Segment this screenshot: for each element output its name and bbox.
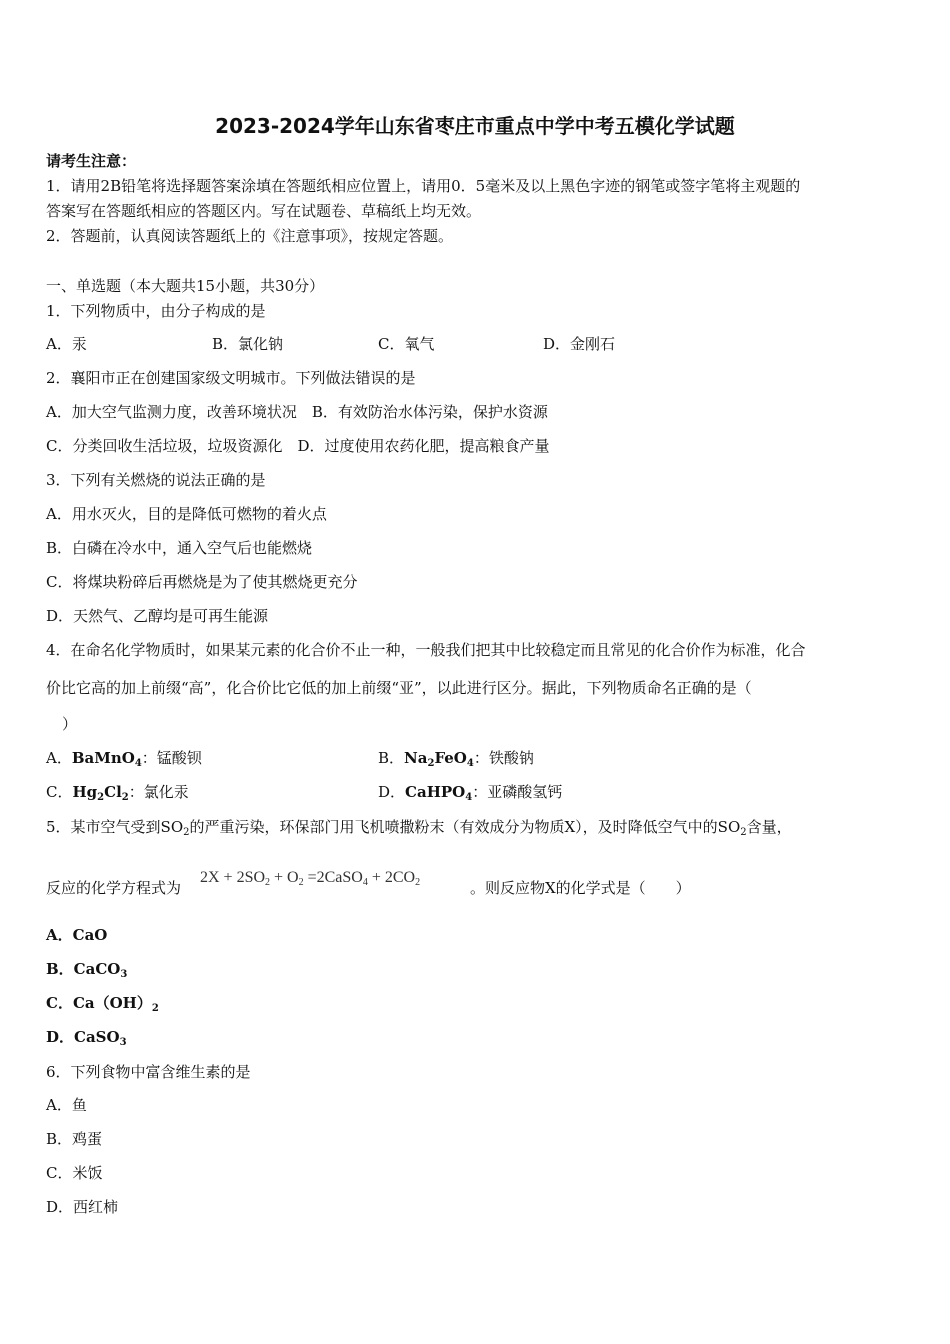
q5-eq-part-4: + 2CO — [367, 869, 416, 886]
q4-stem-line-1: 4．在命名化学物质时，如果某元素的化合价不止一种，一般我们把其中比较稳定而且常见的化合价作为标准，化合 — [46, 641, 806, 659]
q4-option-d-formula: CaHPO — [405, 783, 466, 801]
q1-option-a: A．汞 — [46, 335, 87, 353]
q5-eq-sub-4: 2 — [415, 877, 421, 888]
q3-option-d: D．天然气、乙醇均是可再生能源 — [46, 607, 269, 625]
q5-option-a: A．CaO — [46, 926, 108, 944]
q6-stem: 6．下列食物中富含维生素的是 — [46, 1063, 251, 1081]
q2-options-ab: A．加大空气监测力度，改善环境状况 B．有效防治水体污染，保护水资源 — [46, 403, 548, 421]
q1-option-b: B．氯化钠 — [212, 335, 284, 353]
q4-option-d-label: D． — [378, 783, 406, 801]
q4-option-a — [46, 748, 202, 768]
q5-option-d-text: D．CaSO — [46, 1028, 120, 1046]
q4-option-a-subscript: 4 — [134, 758, 142, 769]
q4-option-d — [378, 782, 562, 802]
q4-option-c-name: ：氯化汞 — [128, 783, 189, 801]
q5-option-c-text: C．Ca（OH） — [46, 994, 152, 1012]
q5-stem-line-1 — [46, 817, 792, 837]
q5-option-c — [46, 993, 159, 1013]
notice-line-2: 2．答题前，认真阅读答题纸上的《注意事项》，按规定答题。 — [46, 227, 454, 245]
q4-option-c-formula: Hg — [72, 783, 98, 801]
q4-option-d-name: ：亚磷酸氢钙 — [472, 783, 563, 801]
q5-eq-sub-3: 4 — [362, 877, 368, 888]
q4-option-b-subscript-2: 4 — [466, 758, 474, 769]
q2-options-cd: C．分类回收生活垃圾，垃圾资源化 D．过度使用农药化肥，提高粮食产量 — [46, 437, 550, 455]
q4-option-b — [378, 748, 534, 768]
q5-stem-end: 。则反应物X的化学式是（ ） — [470, 879, 691, 897]
q4-stem-line-3: ） — [62, 715, 78, 733]
q4-option-b-formula: Na — [404, 749, 428, 767]
q5-chemical-equation — [200, 868, 420, 888]
q5-option-b-subscript: 3 — [120, 969, 128, 980]
q6-option-a: A．鱼 — [46, 1096, 87, 1114]
q5-option-b — [46, 959, 127, 979]
q6-option-c: C．米饭 — [46, 1164, 103, 1182]
q5-stem-part-1: 5．某市空气受到SO — [46, 818, 184, 836]
q4-option-d-subscript: 4 — [465, 792, 473, 803]
q5-stem-part-2: 的严重污染，环保部门用飞机喷撒粉末（有效成分为物质X），及时降低空气中的SO — [189, 818, 741, 836]
q5-stem-line-2 — [46, 878, 181, 898]
section-heading: 一、单选题（本大题共15小题，共30分） — [46, 277, 325, 295]
q5-eq-part-3: =2CaSO — [303, 869, 363, 886]
q3-option-b: B．白磷在冷水中，通入空气后也能燃烧 — [46, 539, 313, 557]
q4-option-a-name: ：锰酸钡 — [141, 749, 202, 767]
q4-option-c-label: C． — [46, 783, 73, 801]
q5-eq-part-2: + O — [270, 869, 299, 886]
q4-option-b-formula-2: FeO — [434, 749, 467, 767]
page-title: 2023-2024学年山东省枣庄市重点中学中考五模化学试题 — [215, 114, 735, 138]
q5-stem-subscript-1: 2 — [183, 827, 190, 838]
q1-stem: 1．下列物质中，由分子构成的是 — [46, 302, 266, 320]
q1-option-d: D．金刚石 — [543, 335, 616, 353]
q2-stem: 2．襄阳市正在创建国家级文明城市。下列做法错误的是 — [46, 369, 416, 387]
q4-stem-line-2: 价比它高的加上前缀“高”，化合价比它低的加上前缀“亚”，以此进行区分。据此，下列物质命名正确的是（ — [46, 679, 752, 697]
q5-option-d — [46, 1027, 127, 1047]
q4-option-b-label: B． — [378, 749, 405, 767]
q4-option-c — [46, 782, 189, 802]
q4-option-a-label: A． — [46, 749, 72, 767]
notice-heading: 请考生注意： — [46, 152, 137, 170]
q4-option-c-subscript-2: 2 — [121, 792, 129, 803]
q4-option-b-name: ：铁酸钠 — [473, 749, 534, 767]
q5-option-c-subscript: 2 — [151, 1003, 159, 1014]
q5-eq-sub-1: 2 — [265, 877, 271, 888]
notice-line-1b: 答案写在答题纸相应的答题区内。写在试题卷、草稿纸上均无效。 — [46, 202, 482, 220]
q5-stem-part-3: 含量， — [746, 818, 792, 836]
q3-stem: 3．下列有关燃烧的说法正确的是 — [46, 471, 266, 489]
q5-eq-sub-2: 2 — [298, 877, 304, 888]
q4-option-c-subscript-1: 2 — [97, 792, 105, 803]
q3-option-a: A．用水灭火，目的是降低可燃物的着火点 — [46, 505, 327, 523]
q5-equation-intro: 反应的化学方程式为 — [46, 879, 182, 897]
q6-option-b: B．鸡蛋 — [46, 1130, 103, 1148]
q3-option-c: C．将煤块粉碎后再燃烧是为了使其燃烧更充分 — [46, 573, 358, 591]
q5-option-d-subscript: 3 — [119, 1037, 127, 1048]
q4-option-b-subscript-1: 2 — [427, 758, 435, 769]
q5-option-b-text: B．CaCO — [46, 960, 121, 978]
q4-option-a-formula: BaMnO — [71, 749, 135, 767]
q1-option-c: C．氧气 — [378, 335, 435, 353]
notice-line-1: 1．请用2B铅笔将选择题答案涂填在答题纸相应位置上，请用0．5毫米及以上黑色字迹的钢笔或签字笔将主观题的 — [46, 177, 801, 195]
q5-eq-part-1: 2X + 2SO — [200, 869, 266, 886]
q4-option-c-formula-2: Cl — [104, 783, 122, 801]
q6-option-d: D．西红柿 — [46, 1198, 119, 1216]
q5-stem-subscript-2: 2 — [740, 827, 747, 838]
